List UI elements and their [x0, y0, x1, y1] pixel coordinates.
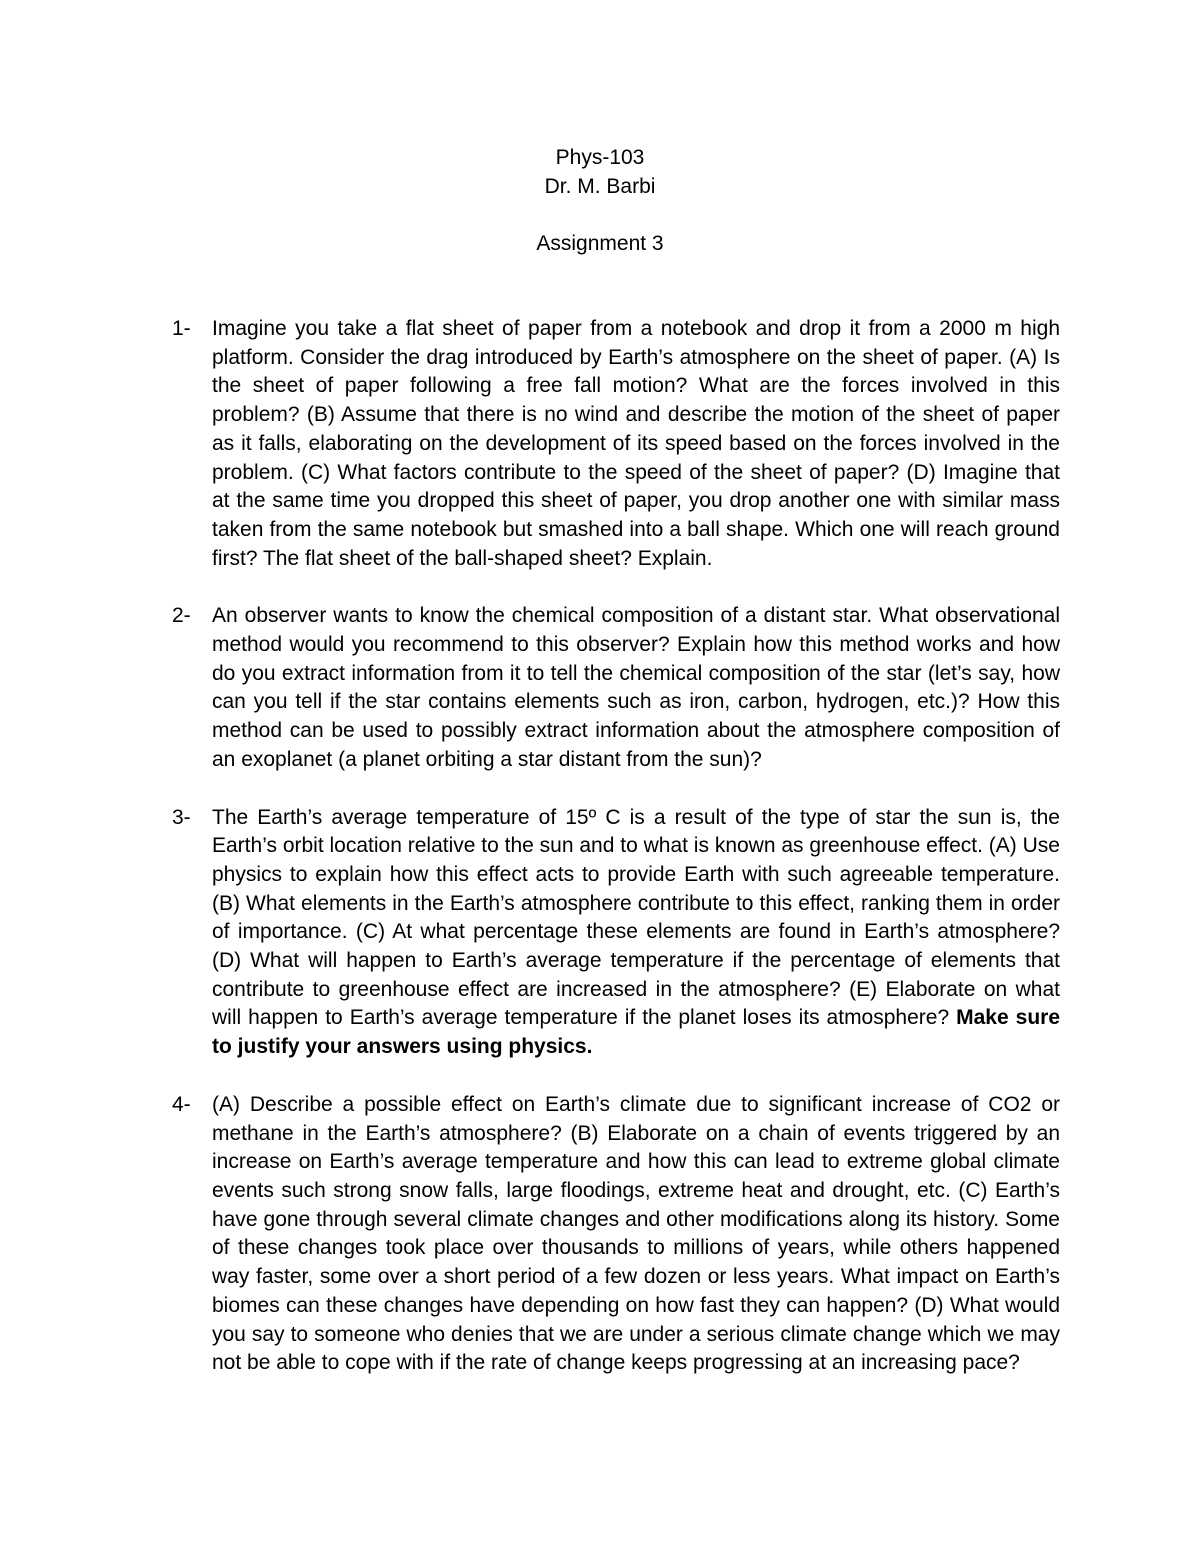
course-code: Phys-103 [555, 146, 645, 169]
question-text: The Earth’s average temperature of 15º C is a result of the type of star the sun is, the Earth’s orbit location relative to the sun and to what is known as greenhouse effect. (A) Use physics to explain how this effect acts to provide Earth with such agreeable temperature. (B) What elements in the Earth’s atmosphere contribute to this effect, ranking them in order of importance. (C) At what percentage these elements are found in Earth’s atmosphere? (D) What will happen to Earth’s average temperature if the percentage of elements that contribute to greenhouse effect are increased in the atmosphere? (E) Elaborate on what will happen to Earth’s average temperature if the planet loses its atmosphere? [212, 805, 1060, 1030]
question-4 [172, 1091, 1060, 1378]
question-text: (A) Describe a possible effect on Earth’s climate due to significant increase of CO2 or methane in the Earth’s atmosphere? (B) Elaborate on a chain of events triggered by an increase on Earth’s average temperature and how this can lead to extreme global climate events such strong snow falls, large floodings, extreme heat and drought, etc. (C) Earth’s have gone through several climate changes and other modifications along its history. Some of these changes took place over thousands to millions of years, while others happened way faster, some over a short period of a few dozen or less years. What impact on Earth’s biomes can these changes have depending on how fast they can happen? (D) What would you say to someone who denies that we are under a serious climate change which we may not be able to cope with if the rate of change keeps progressing at an increasing pace? [212, 1092, 1060, 1375]
question-number: 1- [172, 317, 191, 340]
question-text-wrapper [212, 804, 1060, 1062]
question-1 [172, 315, 1060, 573]
question-text: Imagine you take a flat sheet of paper from a notebook and drop it from a 2000 m high platform. Consider the drag introduced by Earth’s atmosphere on the sheet of paper. (A) Is the sheet of paper following a free fall motion? What are the forces involved in this problem? (B) Assume that there is no wind and describe the motion of the sheet of paper as it falls, elaborating on the development of its speed based on the forces involved in the problem. (C) What factors contribute to the speed of the sheet of paper? (D) Imagine that at the same time you dropped this sheet of paper, you drop another one with similar mass taken from the same notebook but smashed into a ball shape. Which one will reach ground first? The flat sheet of the ball-shaped sheet? Explain. [212, 317, 1060, 570]
question-list [172, 315, 1060, 1407]
question-emphasis: Make sure to justify your answers using physics. [212, 1006, 1060, 1059]
question-text: An observer wants to know the chemical composition of a distant star. What observational method would you recommend to this observer? Explain how this method works and how do you extract information from it to tell the chemical composition of the star (let’s say, how can you tell if the star contains elements such as iron, carbon, hydrogen, etc.)? How this method can be used to possibly extract information about the atmosphere composition of an exoplanet (a planet orbiting a star distant from the sun)? [212, 604, 1060, 771]
instructor-name: Dr. M. Barbi [544, 175, 656, 198]
question-3 [172, 804, 1060, 1062]
assignment-title: Assignment 3 [536, 232, 664, 255]
question-number: 4- [172, 1092, 191, 1116]
question-number: 3- [172, 805, 191, 829]
question-2 [172, 602, 1060, 774]
question-number: 2- [172, 604, 191, 628]
